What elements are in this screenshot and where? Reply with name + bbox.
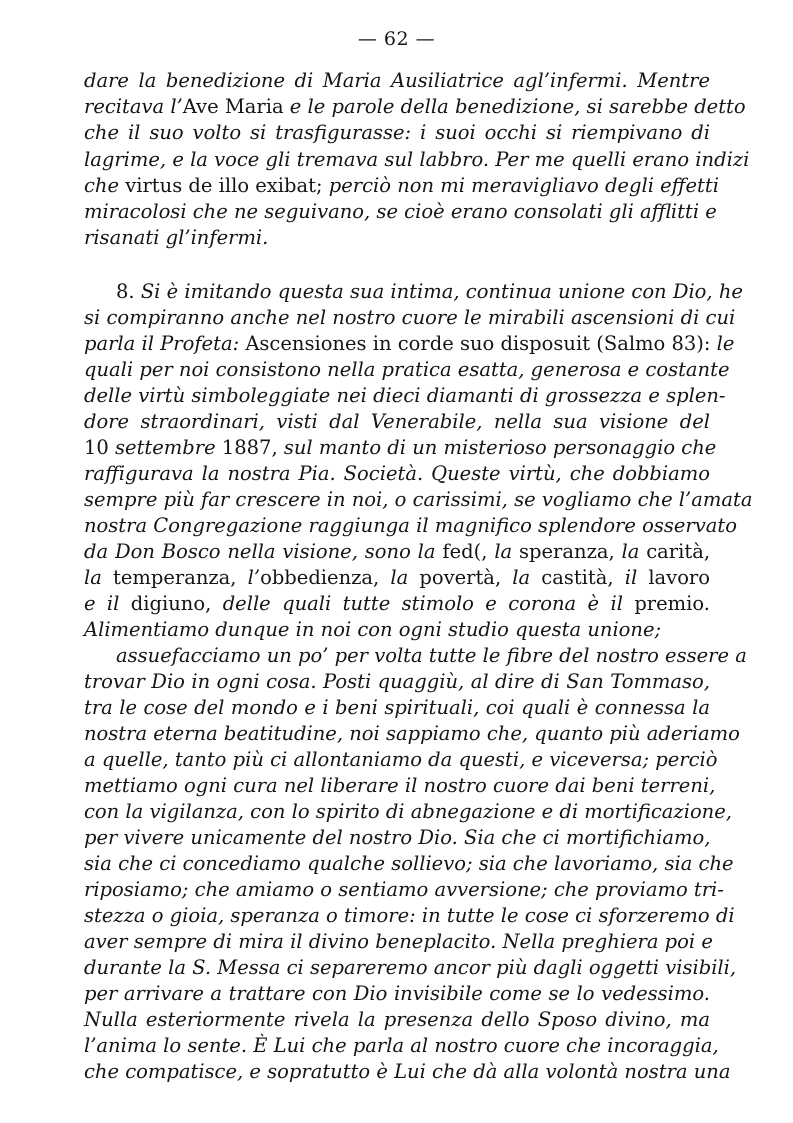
text-line <box>84 669 710 695</box>
text-run: sia che ci concediamo qualche sollievo; sia che lavoriamo, sia che <box>84 852 734 875</box>
text-line <box>84 357 730 383</box>
text-line <box>84 799 732 825</box>
text-run: lagrime, e la voce gli tremava sul labbro. Per me quelli erano indizi <box>84 148 750 171</box>
text-run: a quelle, tanto più ci allontaniamo da questi, e viceversa; perciò <box>84 748 718 771</box>
text-line <box>84 877 724 903</box>
text-run: castità, <box>541 566 625 589</box>
text-line <box>84 1033 719 1059</box>
text-run: la <box>621 540 647 563</box>
text-run: Ascensiones in corde suo disposuit (Salmo 83): <box>245 332 711 355</box>
text-run: per arrivare a trattare con Dio invisibile come se lo vedessimo. <box>84 982 710 1005</box>
text-run: digiuno, <box>130 592 223 615</box>
text-run: carità, <box>646 540 711 563</box>
text-run: speranza, <box>519 540 622 563</box>
text-run: 1887, <box>221 436 278 459</box>
text-line <box>84 539 710 565</box>
text-run: si compiranno anche nel nostro cuore le mirabili ascensioni di cui <box>84 306 736 329</box>
text-run: l’anima lo sente. È Lui che parla al nostro cuore che incoraggia, <box>84 1034 719 1057</box>
text-line <box>116 643 747 669</box>
text-run: il <box>624 566 649 589</box>
text-line <box>84 591 710 617</box>
text-run: recitava l’ <box>84 95 183 118</box>
text-line <box>84 199 717 225</box>
text-run: sul manto di un misterioso personaggio che <box>277 436 717 459</box>
text-run: la <box>512 566 542 589</box>
text-run: delle virtù simboleggiate nei dieci diamanti di grossezza e splen- <box>84 384 726 407</box>
text-run: parla il Profeta: <box>84 332 246 355</box>
text-run: da Don Bosco nella visione, sono la <box>84 540 443 563</box>
text-line <box>84 773 716 799</box>
text-run: quali per noi consistono nella pratica esatta, generosa e costante <box>84 358 730 381</box>
text-run: per vivere unicamente del nostro Dio. Sia che ci mortifichiamo, <box>84 826 711 849</box>
text-run: Nulla esteriormente rivela la presenza dello Sposo divino, ma <box>84 1008 710 1031</box>
text-run: la <box>390 566 420 589</box>
text-run: stezza o gioia, speranza o timore: in tutte le cose ci sforzeremo di <box>84 904 735 927</box>
text-run: durante la S. Messa ci separeremo ancor più dagli oggetti visibili, <box>84 956 737 979</box>
text-run: perciò non mi meravigliavo degli effetti <box>322 174 719 197</box>
text-line <box>116 279 743 305</box>
page-number: — 62 — <box>357 28 436 50</box>
text-line <box>84 721 740 747</box>
text-line <box>84 617 710 643</box>
text-run: che il suo volto si trasfigurasse: i suoi occhi si riempivano di <box>84 121 710 144</box>
text-run: fed(, <box>442 540 495 563</box>
text-line <box>84 120 710 146</box>
text-line <box>84 1007 710 1033</box>
text-run: con la vigilanza, con lo spirito di abnegazione e di mortificazione, <box>84 800 732 823</box>
text-line <box>84 513 737 539</box>
text-line <box>84 1059 731 1085</box>
text-line <box>84 565 710 591</box>
text-line <box>84 695 710 721</box>
text-run: la <box>84 566 113 589</box>
text-run: che compatisce, e sopratutto è Lui che dà alla volontà nostra una <box>84 1060 731 1083</box>
text-run: assuefacciamo un po’ per volta tutte le fibre del nostro essere a <box>116 644 747 667</box>
text-run: settembre <box>108 436 222 459</box>
text-run: nostra Congregazione raggiunga il magnifico splendore osservato <box>84 514 737 537</box>
text-line <box>84 94 746 120</box>
text-line <box>84 747 718 773</box>
text-line <box>84 435 717 461</box>
text-run: tra le cose del mondo e i beni spirituali, coi quali è connessa la <box>84 696 710 719</box>
text-line <box>84 955 737 981</box>
text-run: e il <box>84 592 131 615</box>
text-run: obbedienza, <box>260 566 391 589</box>
text-run: premio. <box>634 592 710 615</box>
text-run: Alimentiamo dunque in noi con ogni studio questa unione; <box>84 618 662 641</box>
text-run: le <box>710 332 735 355</box>
text-run: dare la benedizione di Maria Ausiliatrice agl’infermi. Mentre <box>84 69 710 92</box>
text-line <box>84 409 710 435</box>
text-run: virtus de illo exibat; <box>125 174 323 197</box>
text-run: temperanza, <box>113 566 248 589</box>
text-line <box>84 903 735 929</box>
text-line <box>84 331 735 357</box>
text-line <box>84 225 710 251</box>
text-line <box>84 461 710 487</box>
text-line <box>84 173 719 199</box>
text-line <box>84 981 710 1007</box>
text-line <box>84 305 736 331</box>
text-line <box>84 68 710 94</box>
text-run: 10 <box>84 436 109 459</box>
text-run: lavoro <box>648 566 710 589</box>
text-run: che <box>84 174 126 197</box>
text-run: povertà, <box>419 566 513 589</box>
text-run: dore straordinari, visti dal Venerabile, nella sua visione del <box>84 410 710 433</box>
text-run: trovar Dio in ogni cosa. Posti quaggiù, al dire di San Tommaso, <box>84 670 710 693</box>
text-line <box>84 487 753 513</box>
text-run: Si è imitando questa sua intima, continua unione con Dio, he <box>140 280 743 303</box>
text-run: sempre più far crescere in noi, o carissimi, se vogliamo che l’amata <box>84 488 753 511</box>
text-run: mettiamo ogni cura nel liberare il nostro cuore dai beni terreni, <box>84 774 716 797</box>
text-run: delle quali tutte stimolo e corona è il <box>222 592 635 615</box>
text-line <box>84 851 734 877</box>
text-line <box>84 147 750 173</box>
text-run: raffigurava la nostra Pia. Società. Queste virtù, che dobbiamo <box>84 462 710 485</box>
text-run: l’ <box>247 566 261 589</box>
text-run: la <box>494 540 520 563</box>
text-line <box>84 383 726 409</box>
text-line <box>84 825 710 851</box>
text-run: e le parole della benedizione, si sarebbe detto <box>283 95 746 118</box>
text-run: risanati gl’infermi. <box>84 226 269 249</box>
text-run: 8. <box>116 280 141 303</box>
text-run: nostra eterna beatitudine, noi sappiamo che, quanto più aderiamo <box>84 722 740 745</box>
text-run: miracolosi che ne seguivano, se cioè erano consolati gli afflitti e <box>84 200 717 223</box>
text-run: aver sempre di mira il divino beneplacito. Nella preghiera poi e <box>84 930 713 953</box>
text-line <box>84 929 713 955</box>
text-run: riposiamo; che amiamo o sentiamo avversione; che proviamo tri- <box>84 878 724 901</box>
text-run: Ave Maria <box>182 95 284 118</box>
